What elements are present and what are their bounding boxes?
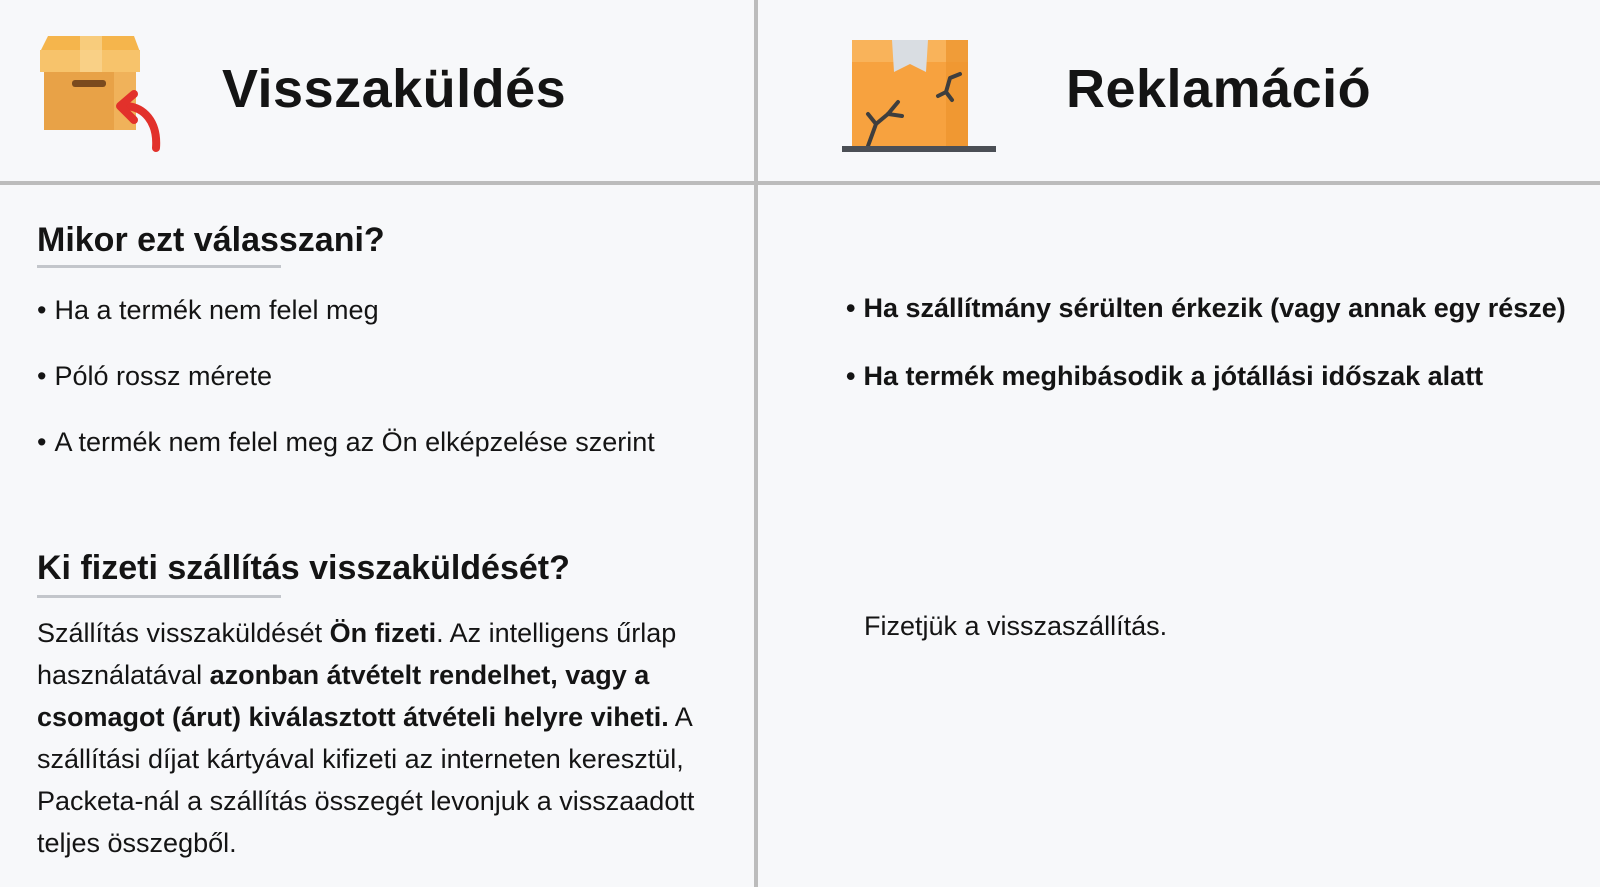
list-item: • Ha szállítmány sérülten érkezik (vagy annak egy része) (846, 292, 1566, 324)
column-divider (754, 0, 758, 887)
claim-payment-text: Fizetjük a visszaszállítás. (864, 611, 1168, 641)
box-return-icon (38, 30, 168, 158)
return-payment-paragraph (37, 612, 727, 864)
list-item: • Ha termék meghibásodik a jótállási időszak alatt (846, 360, 1483, 392)
paragraph-text: Szállítás visszaküldését (37, 618, 330, 648)
page-title-return: Visszaküldés (222, 59, 567, 119)
when-heading-underline (37, 265, 281, 268)
paragraph-text: A szállítási díjat kártyával kifizeti az interneten keresztül, Packeta-nál a szállítás összegét levonjuk a visszaadott teljes összegből. (37, 702, 695, 858)
list-item: • A termék nem felel meg az Ön elképzelése szerint (37, 426, 655, 458)
page-title-claim: Reklamáció (1066, 59, 1372, 119)
damaged-box-icon (842, 30, 1002, 158)
paragraph-emphasis: Ön fizeti (329, 618, 437, 648)
paragraph-text: . Az intelligens űrlap használatával (37, 618, 677, 690)
list-item: • Ha a termék nem felel meg (37, 294, 379, 326)
when-heading: Mikor ezt válasszani? (37, 221, 385, 259)
header-divider (0, 181, 1600, 185)
list-item: • Póló rossz mérete (37, 360, 272, 392)
payer-heading: Ki fizeti szállítás visszaküldését? (37, 549, 570, 587)
payer-heading-underline (37, 595, 281, 598)
paragraph-emphasis: azonban átvételt rendelhet, vagy a csomagot (árut) kiválasztott átvételi helyre viheti. (37, 660, 669, 732)
